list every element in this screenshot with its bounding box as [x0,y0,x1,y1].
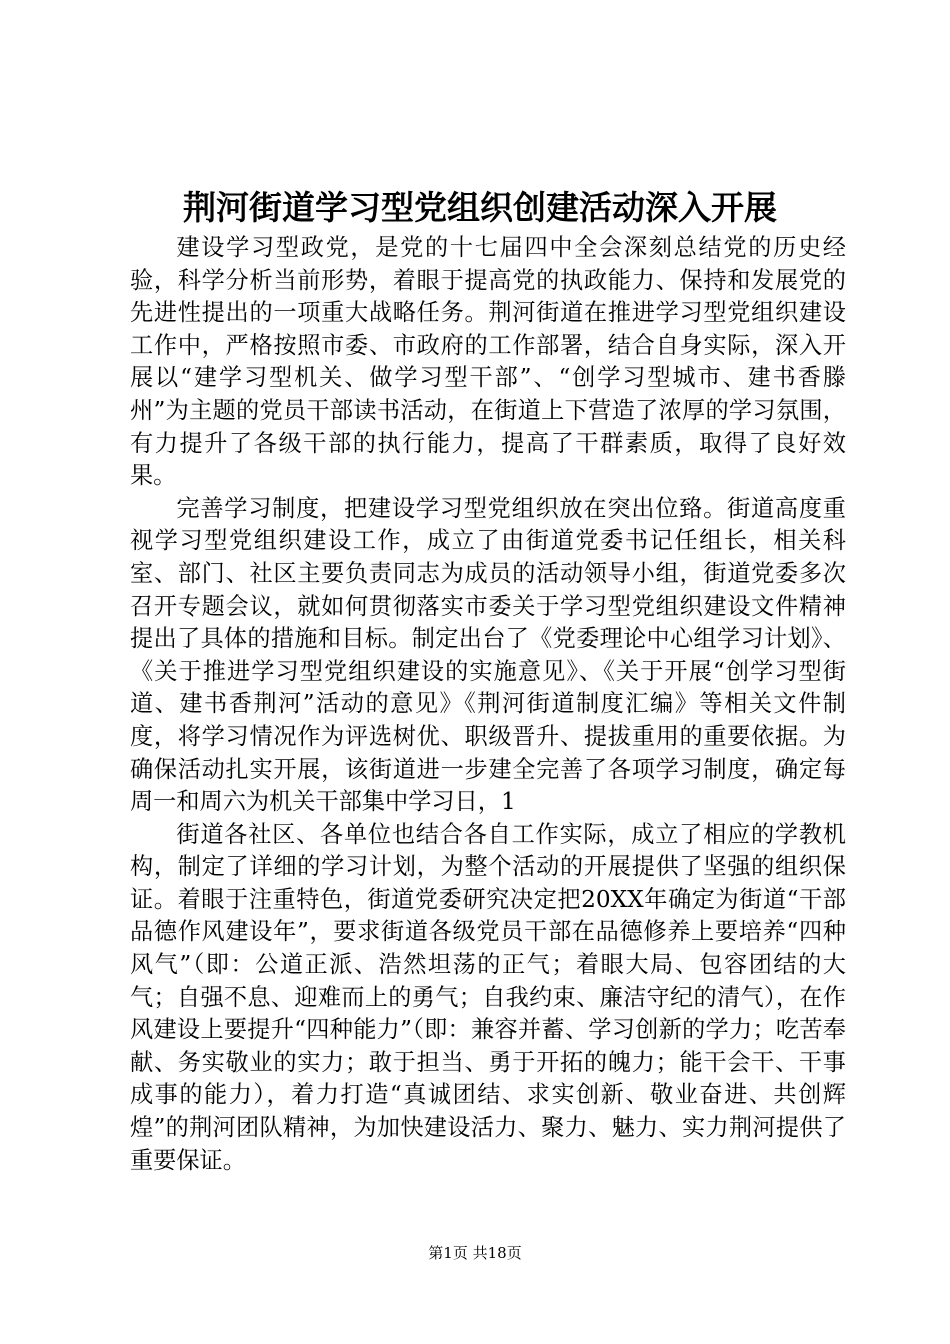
page-number-footer: 第1页 共18页 [428,1244,522,1262]
paragraph-1: 建设学习型政党，是党的十七届四中全会深刻总结党的历史经验，科学分析当前形势，着眼于提高党的执政能力、保持和发展党的先进性提出的一项重大战略任务。荆河街道在推进学习型党组织建设工作中，严格按照市委、市政府的工作部署，结合自身实际，深入开展以“建学习型机关、做学习型干部”、“创学习型城市、建书香滕州”为主题的党员干部读书活动，在街道上下营造了浓厚的学习氛围，有力提升了各级干部的执行能力，提高了干群素质，取得了良好效果。 [130,234,846,490]
paragraph-3: 街道各社区、各单位也结合各自工作实际，成立了相应的学教机构，制定了详细的学习计划，为整个活动的开展提供了坚强的组织保证。着眼于注重特色，街道党委研究决定把20XX年确定为街道“干部品德作风建设年”，要求街道各级党员干部在品德修养上要培养“四种风气”（即：公道正派、浩然坦荡的正气；着眼大局、包容团结的大气；自强不息、迎难而上的勇气；自我约束、廉洁守纪的清气），在作风建设上要提升“四种能力”（即：兼容并蓄、学习创新的学力；吃苦奉献、务实敬业的实力；敢于担当、勇于开拓的魄力；能干会干、干事成事的能力），着力打造“真诚团结、求实创新、敬业奋进、共创辉煌”的荆河团队精神，为加快建设活力、聚力、魅力、实力荆河提供了重要保证。 [130,820,846,1174]
document-title: 荆河街道学习型党组织创建活动深入开展 [183,188,777,227]
paragraph-2: 完善学习制度，把建设学习型党组织放在突出位臵。街道高度重视学习型党组织建设工作，成立了由街道党委书记任组长，相关科室、部门、社区主要负责同志为成员的活动领导小组，街道党委多次召开专题会议，就如何贯彻落实市委关于学习型党组织建设文件精神提出了具体的措施和目标。制定出台了《党委理论中心组学习计划》、《关于推进学习型党组织建设的实施意见》、《关于开展“创学习型街道、建书香荆河”活动的意见》《荆河街道制度汇编》等相关文件制度，将学习情况作为评选树优、职级晋升、提拔重用的重要依据。为确保活动扎实开展，该街道进一步建全完善了各项学习制度，确定每周一和周六为机关干部集中学习日，1 [130,494,846,816]
document-body [130,232,846,1177]
